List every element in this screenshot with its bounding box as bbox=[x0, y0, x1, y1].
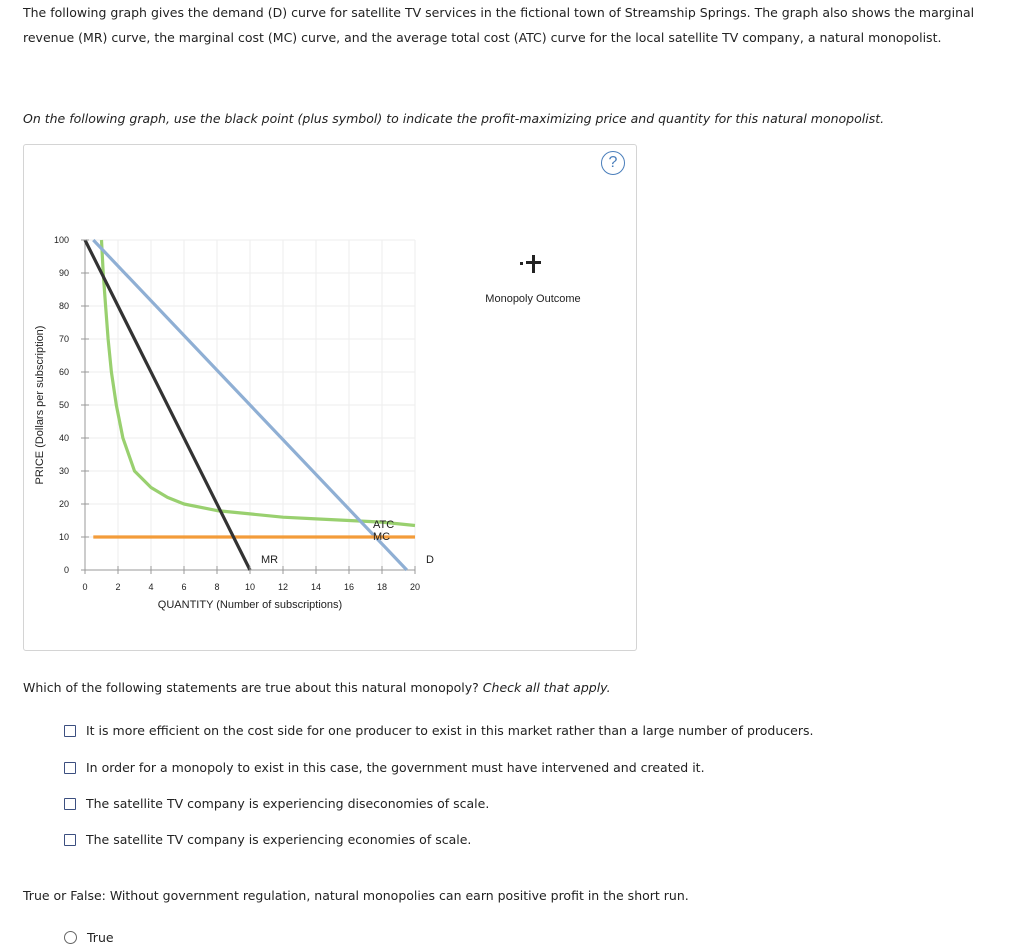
y-tick-label: 0 bbox=[63, 565, 69, 575]
option-1[interactable] bbox=[64, 723, 813, 738]
checkbox-4[interactable] bbox=[64, 834, 76, 846]
x-tick-label: 18 bbox=[376, 582, 388, 592]
question-1 bbox=[23, 680, 611, 695]
x-tick-label: 10 bbox=[244, 582, 256, 592]
question-2-text: True or False: Without government regulation, natural monopolies can earn positive profit in the short run. bbox=[23, 888, 689, 903]
tool-plus-h bbox=[526, 261, 541, 264]
y-tick-label: 90 bbox=[58, 268, 69, 278]
option-true[interactable] bbox=[64, 930, 114, 945]
curve-atc bbox=[102, 240, 416, 526]
instruction-text: On the following graph, use the black point (plus symbol) to indicate the profit-maximizing price and quantity for this natural monopolist. bbox=[23, 111, 885, 126]
option-true-label: True bbox=[87, 930, 114, 945]
x-tick-label: 0 bbox=[82, 582, 88, 592]
checkbox-3[interactable] bbox=[64, 798, 76, 810]
checkbox-2[interactable] bbox=[64, 762, 76, 774]
x-tick-label: 20 bbox=[409, 582, 421, 592]
x-tick-label: 2 bbox=[115, 582, 121, 592]
tool-label: Monopoly Outcome bbox=[485, 293, 581, 305]
option-3[interactable] bbox=[64, 796, 489, 811]
y-axis-label: PRICE (Dollars per subscription) bbox=[34, 325, 46, 485]
option-3-label: The satellite TV company is experiencing diseconomies of scale. bbox=[86, 796, 490, 811]
monopoly-outcome-tool[interactable] bbox=[520, 255, 541, 273]
x-tick-label: 6 bbox=[181, 582, 187, 592]
mr-label: MR bbox=[261, 554, 279, 566]
y-tick-label: 10 bbox=[58, 532, 69, 542]
y-tick-label: 70 bbox=[58, 334, 69, 344]
y-tick-label: 20 bbox=[58, 499, 69, 509]
checkbox-1[interactable] bbox=[64, 725, 76, 737]
question-1-hint: Check all that apply. bbox=[482, 680, 611, 695]
radio-true[interactable] bbox=[64, 931, 77, 944]
y-tick-label: 50 bbox=[58, 400, 69, 410]
help-icon[interactable]: ? bbox=[601, 151, 625, 175]
y-tick-label: 30 bbox=[58, 466, 69, 476]
tool-dot-icon bbox=[520, 262, 523, 265]
tool-dot-bottom bbox=[532, 270, 535, 273]
y-tick-label: 100 bbox=[53, 235, 69, 245]
x-tick-label: 8 bbox=[214, 582, 220, 592]
y-tick-label: 40 bbox=[58, 433, 69, 443]
x-tick-label: 16 bbox=[343, 582, 355, 592]
x-tick-label: 14 bbox=[310, 582, 322, 592]
option-4-label: The satellite TV company is experiencing economies of scale. bbox=[86, 832, 472, 847]
option-4[interactable] bbox=[64, 832, 471, 847]
intro-text: The following graph gives the demand (D) curve for satellite TV services in the fictional town of Streamship Springs. The graph also shows the marginal revenue (MR) curve, the marginal cost (MC) curve, and the average total cost (ATC) curve for the local satellite TV company, a natural monopolist. bbox=[23, 5, 975, 45]
y-tick-label: 60 bbox=[58, 367, 69, 377]
option-2-label: In order for a monopoly to exist in this case, the government must have intervened and created it. bbox=[86, 760, 705, 775]
x-axis-label: QUANTITY (Number of subscriptions) bbox=[157, 599, 343, 611]
x-tick-label: 4 bbox=[148, 582, 154, 592]
option-2[interactable] bbox=[64, 760, 705, 775]
y-tick-label: 80 bbox=[58, 301, 69, 311]
d-label: D bbox=[426, 554, 434, 566]
question-1-text: Which of the following statements are true about this natural monopoly? bbox=[23, 680, 479, 695]
mc-label: MC bbox=[373, 531, 391, 543]
atc-label: ATC bbox=[373, 519, 395, 531]
option-1-label: It is more efficient on the cost side for one producer to exist in this market rather than a large number of producers. bbox=[86, 723, 814, 738]
x-tick-label: 12 bbox=[277, 582, 289, 592]
